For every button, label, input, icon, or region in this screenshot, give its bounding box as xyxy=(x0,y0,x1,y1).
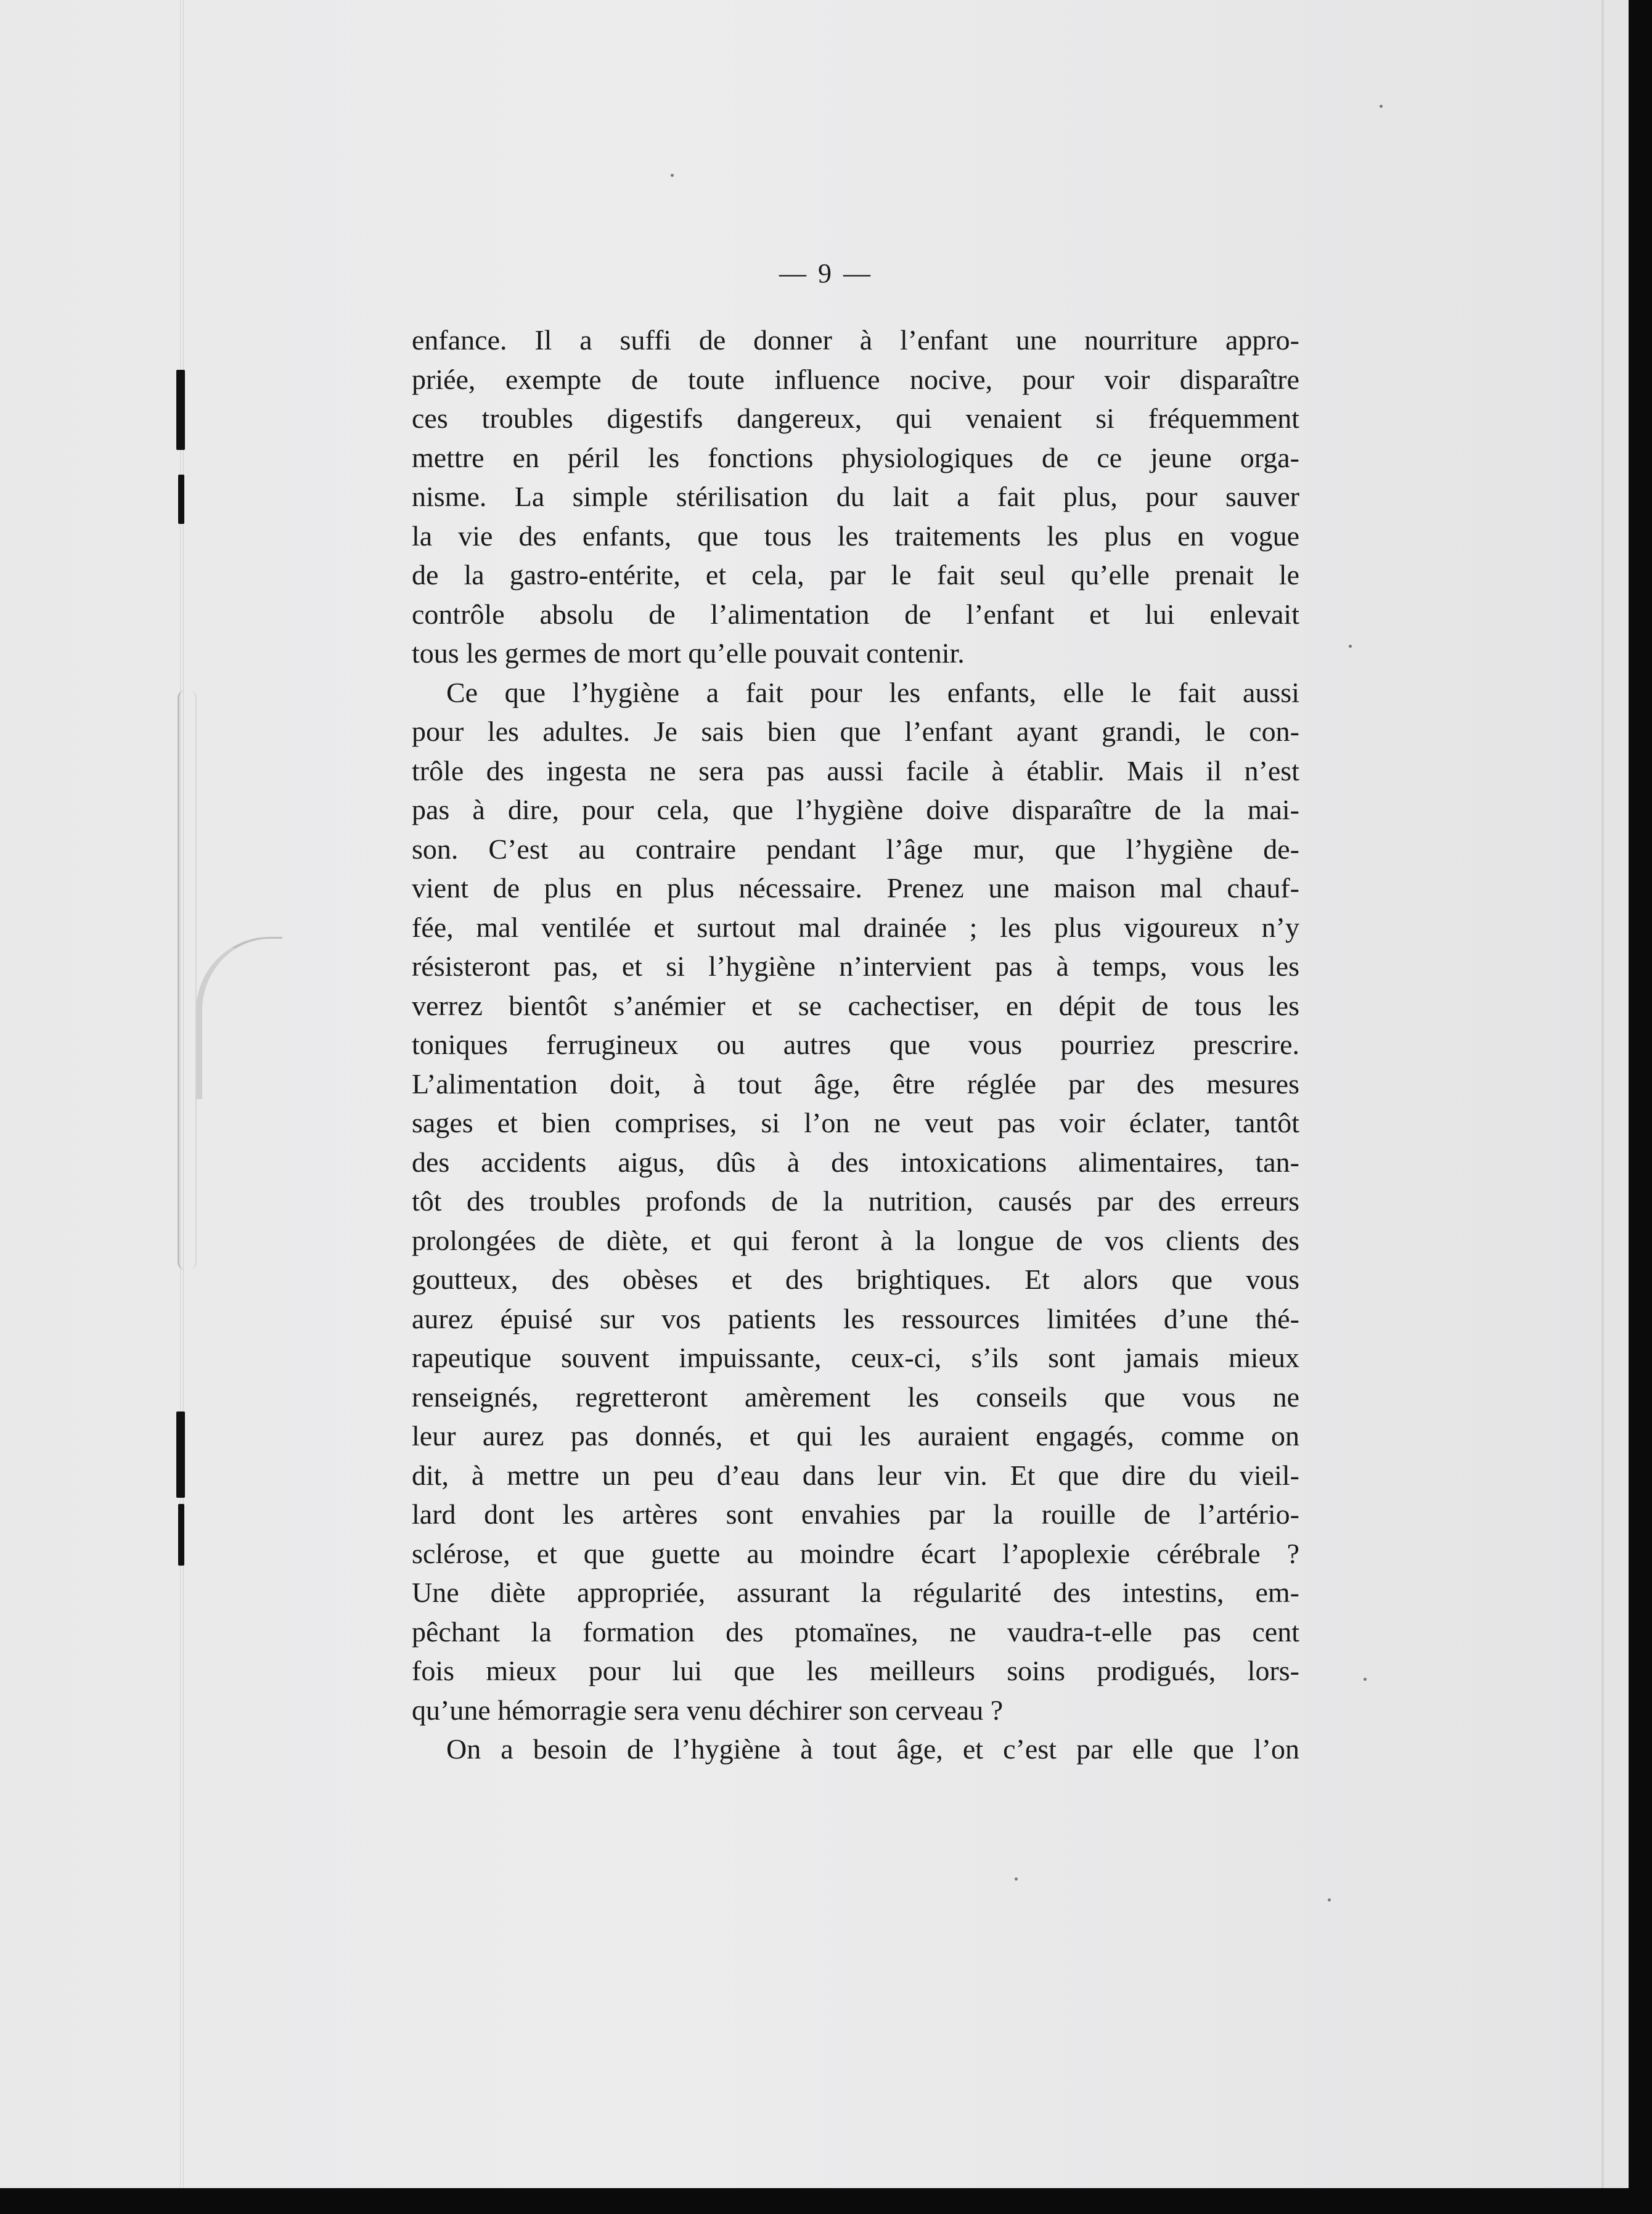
text-line: verrez bientôt s’anémier et se cachectiser, en dépit de tous les xyxy=(412,989,1299,1021)
text-line: qu’une hémorragie sera venu déchirer son cerveau ? xyxy=(412,1694,1004,1726)
text-line: fée, mal ventilée et surtout mal drainée ; les plus vigoureux n’y xyxy=(412,911,1299,943)
text-line: tôt des troubles profonds de la nutrition, causés par des erreurs xyxy=(412,1185,1299,1217)
text-line: rapeutique souvent impuissante, ceux-ci, s’ils sont jamais mieux xyxy=(412,1342,1299,1373)
right-fold-line xyxy=(1601,0,1604,2188)
text-line: des accidents aigus, dûs à des intoxications alimentaires, tan- xyxy=(412,1146,1299,1178)
text-line: dit, à mettre un peu d’eau dans leur vin. Et que dire du vieil- xyxy=(412,1459,1299,1491)
binding-stitch-top xyxy=(176,370,185,450)
scan-edge-bottom xyxy=(0,2188,1652,2214)
scan-edge-right xyxy=(1629,0,1652,2214)
text-line: Ce que l’hygiène a fait pour les enfants, elle le fait aussi xyxy=(446,676,1299,708)
text-line: Une diète appropriée, assurant la régularité des intestins, em- xyxy=(412,1577,1299,1608)
text-line: mettre en péril les fonctions physiologiques de ce jeune orga- xyxy=(412,441,1299,473)
paper-speck xyxy=(1328,1898,1331,1902)
text-line: goutteux, des obèses et des brightiques. Et alors que vous xyxy=(412,1264,1299,1295)
text-line: toniques ferrugineux ou autres que vous pourriez prescrire. xyxy=(412,1029,1299,1060)
text-line: trôle des ingesta ne sera pas aussi facile à établir. Mais il n’est xyxy=(412,754,1299,786)
text-line: contrôle absolu de l’alimentation de l’enfant et lui enlevait xyxy=(412,598,1299,630)
binding-stitch-lower xyxy=(176,1411,185,1498)
paper-speck xyxy=(1349,645,1352,648)
text-line: aurez épuisé sur vos patients les ressources limitées d’une thé- xyxy=(412,1302,1299,1334)
text-line: vient de plus en plus nécessaire. Prenez une maison mal chauf- xyxy=(412,872,1299,904)
text-line: priée, exempte de toute influence nocive, pour voir disparaître xyxy=(412,363,1299,395)
text-line: nisme. La simple stérilisation du lait a fait plus, pour sauver xyxy=(412,481,1299,512)
binding-stitch-upper xyxy=(178,475,184,524)
body-text xyxy=(412,321,1299,1769)
text-line: lard dont les artères sont envahies par la rouille de l’artério- xyxy=(412,1498,1299,1530)
paper-crease xyxy=(178,690,197,1270)
text-line: sclérose, et que guette au moindre écart l’apoplexie cérébrale ? xyxy=(412,1537,1299,1569)
page-number: — 9 — xyxy=(779,258,873,288)
text-line: ces troubles digestifs dangereux, qui venaient si fréquemment xyxy=(412,402,1299,434)
text-line: de la gastro-entérite, et cela, par le fait seul qu’elle prenait le xyxy=(412,559,1299,590)
paper-speck xyxy=(1015,1877,1018,1881)
text-line: On a besoin de l’hygiène à tout âge, et c’est par elle que l’on xyxy=(446,1733,1299,1765)
text-line: pour les adultes. Je sais bien que l’enfant ayant grandi, le con- xyxy=(412,716,1299,747)
text-line: tous les germes de mort qu’elle pouvait contenir. xyxy=(412,637,965,669)
text-line: sages et bien comprises, si l’on ne veut pas voir éclater, tantôt xyxy=(412,1107,1299,1138)
paper-speck xyxy=(671,174,674,177)
text-line: la vie des enfants, que tous les traitements les plus en vogue xyxy=(412,520,1299,552)
text-line: enfance. Il a suffi de donner à l’enfant une nourriture appro- xyxy=(412,324,1299,356)
text-line: leur aurez pas donnés, et qui les auraient engagés, comme on xyxy=(412,1420,1299,1452)
text-line: son. C’est au contraire pendant l’âge mur, que l’hygiène de- xyxy=(412,833,1299,865)
text-line: renseignés, regretteront amèrement les conseils que vous ne xyxy=(412,1381,1299,1413)
paper-speck xyxy=(1364,1678,1367,1681)
text-line: prolongées de diète, et qui feront à la longue de vos clients des xyxy=(412,1224,1299,1256)
text-line: L’alimentation doit, à tout âge, être réglée par des mesures xyxy=(412,1068,1299,1100)
text-line: fois mieux pour lui que les meilleurs soins prodigués, lors- xyxy=(412,1655,1299,1686)
paper-tear-mark xyxy=(196,937,282,1099)
text-line: pas à dire, pour cela, que l’hygiène doive disparaître de la mai- xyxy=(412,794,1299,825)
binding-stitch-bottom xyxy=(178,1504,184,1566)
text-line: pêchant la formation des ptomaïnes, ne vaudra-t-elle pas cent xyxy=(412,1616,1299,1648)
text-line: résisteront pas, et si l’hygiène n’intervient pas à temps, vous les xyxy=(412,950,1299,982)
paper-speck xyxy=(1380,105,1383,108)
